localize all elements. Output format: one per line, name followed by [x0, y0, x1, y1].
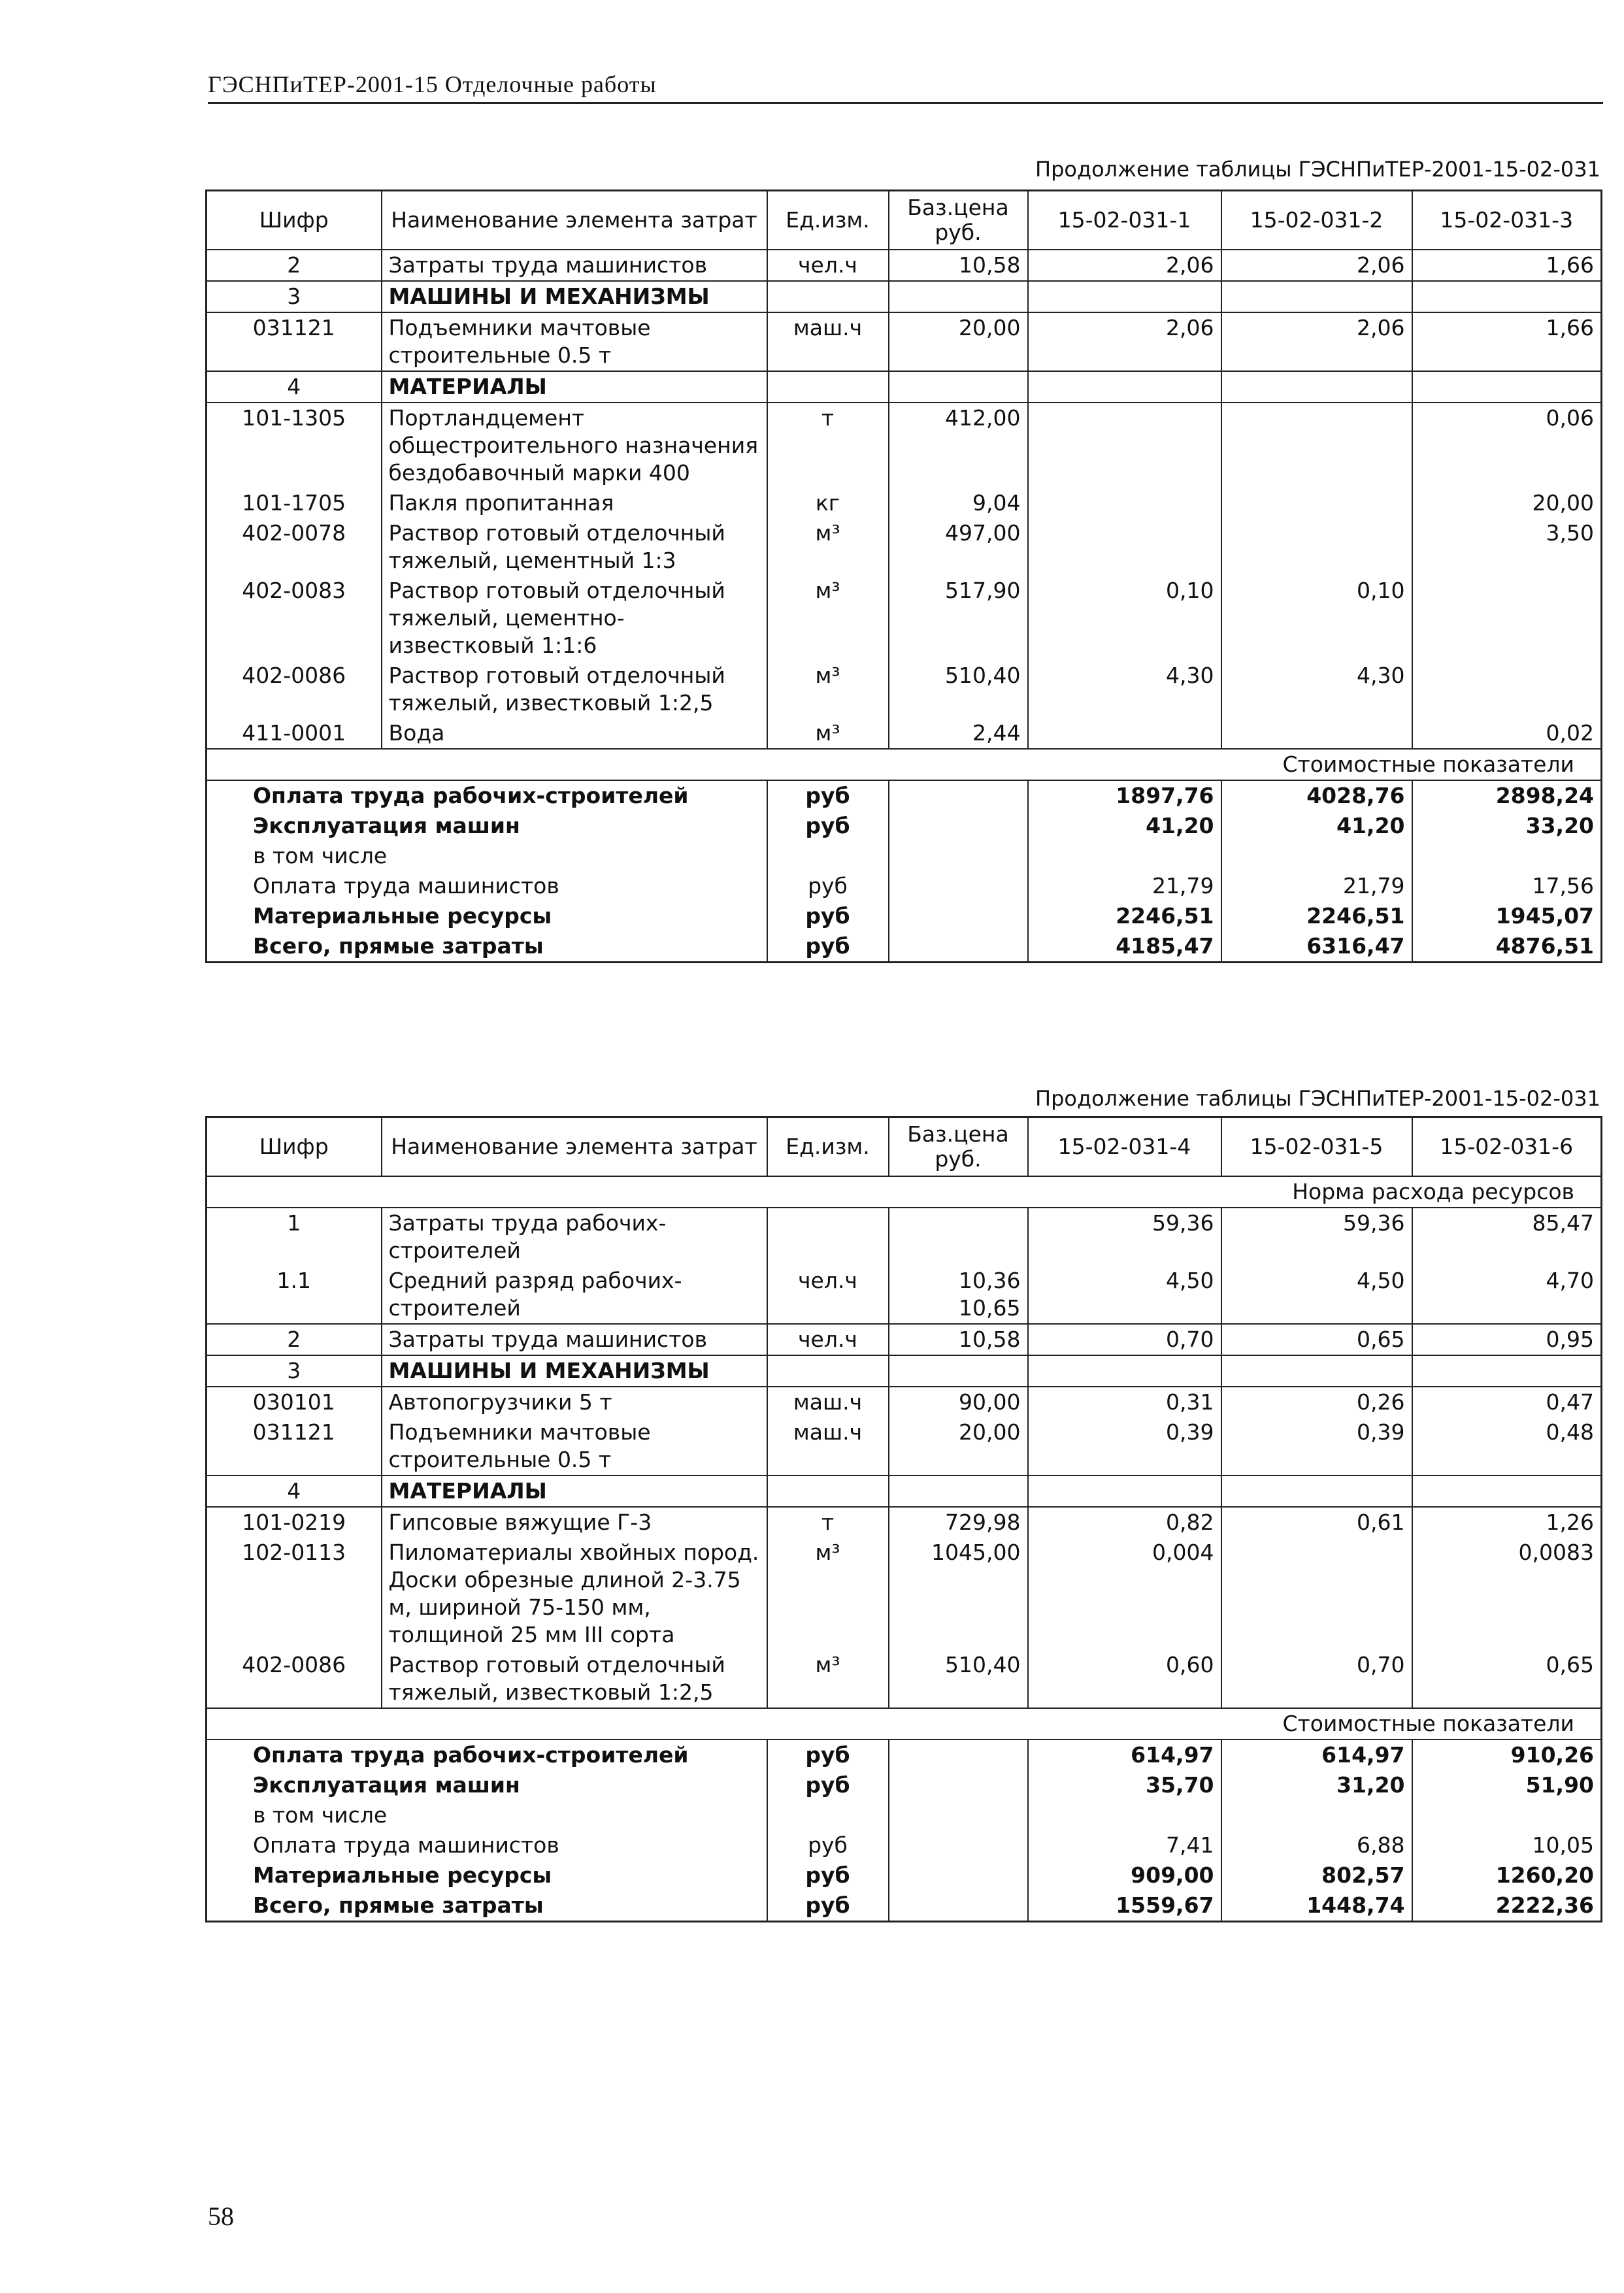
empty-cell	[889, 1800, 1028, 1830]
table-row	[207, 661, 1602, 718]
unit: чел.ч	[767, 1266, 889, 1324]
unit: м³	[767, 1650, 889, 1708]
norm-value: 2,06	[1221, 312, 1412, 371]
norm-value: 4,50	[1221, 1266, 1412, 1324]
resource-code: 1	[207, 1208, 382, 1266]
section-row	[207, 371, 1602, 403]
empty-cell	[889, 281, 1028, 312]
base-price	[889, 1208, 1028, 1266]
summary-unit: руб	[767, 1890, 889, 1922]
base-price: 412,00	[889, 403, 1028, 488]
empty-cell	[889, 871, 1028, 901]
unit: м³	[767, 518, 889, 576]
empty-cell	[1028, 371, 1221, 403]
header-col-6: 15-02-031-6	[1412, 1117, 1602, 1177]
empty-cell	[1221, 371, 1412, 403]
norm-value: 20,00	[1412, 488, 1602, 518]
summary-unit: руб	[767, 1860, 889, 1890]
resource-name: Затраты труда машинистов	[382, 250, 767, 281]
empty-cell	[767, 281, 889, 312]
table-row	[207, 1324, 1602, 1355]
empty-cell	[889, 901, 1028, 931]
summary-value: 4185,47	[1028, 931, 1221, 963]
summary-value: 31,20	[1221, 1770, 1412, 1800]
summary-label: Материальные ресурсы	[207, 901, 767, 931]
resource-name: Раствор готовый отделочный тяжелый, известковый 1:2,5	[382, 1650, 767, 1708]
summary-value: 41,20	[1028, 811, 1221, 841]
unit: чел.ч	[767, 250, 889, 281]
empty-cell	[1412, 1355, 1602, 1387]
norm-value: 4,30	[1028, 661, 1221, 718]
norm-value: 0,70	[1028, 1324, 1221, 1355]
norm-value: 0,48	[1412, 1417, 1602, 1476]
table-row	[207, 488, 1602, 518]
summary-label: Всего, прямые затраты	[207, 931, 767, 963]
table-row	[207, 1387, 1602, 1417]
summary-row	[207, 931, 1602, 963]
table-row	[207, 1266, 1602, 1324]
resource-name: Подъемники мачтовые строительные 0.5 т	[382, 1417, 767, 1476]
base-price: 497,00	[889, 518, 1028, 576]
empty-cell	[767, 371, 889, 403]
summary-value	[1221, 841, 1412, 871]
header-col-1: 15-02-031-1	[1028, 191, 1221, 250]
empty-cell	[1028, 1355, 1221, 1387]
norm-banner-row	[207, 1176, 1602, 1208]
empty-cell	[767, 1355, 889, 1387]
norm-value: 0,26	[1221, 1387, 1412, 1417]
summary-value: 2222,36	[1412, 1890, 1602, 1922]
base-price: 10,36 10,65	[889, 1266, 1028, 1324]
table-row	[207, 576, 1602, 661]
summary-label: в том числе	[207, 1800, 767, 1830]
running-title: ГЭСНПиТЕР-2001-15 Отделочные работы	[208, 71, 1603, 104]
summary-unit: руб	[767, 1740, 889, 1770]
section-row	[207, 281, 1602, 312]
norm-value: 2,06	[1221, 250, 1412, 281]
empty-cell	[1221, 1476, 1412, 1507]
summary-unit: руб	[767, 871, 889, 901]
header-col-2: 15-02-031-2	[1221, 191, 1412, 250]
norm-banner: Норма расхода ресурсов	[207, 1176, 1602, 1208]
summary-value: 2246,51	[1221, 901, 1412, 931]
summary-value	[1028, 1800, 1221, 1830]
summary-row	[207, 811, 1602, 841]
table1-body	[207, 250, 1602, 963]
norm-value: 0,61	[1221, 1507, 1412, 1538]
unit: м³	[767, 576, 889, 661]
table-row	[207, 1507, 1602, 1538]
base-price: 9,04	[889, 488, 1028, 518]
resource-code: 411-0001	[207, 718, 382, 749]
resource-name: Пиломатериалы хвойных пород. Доски обрезные длиной 2-3.75 м, шириной 75-150 мм, толщиной 25 мм III сорта	[382, 1538, 767, 1650]
summary-row	[207, 1740, 1602, 1770]
resource-code: 101-1305	[207, 403, 382, 488]
header-price: Баз.цена руб.	[889, 191, 1028, 250]
section-title: МАШИНЫ И МЕХАНИЗМЫ	[382, 1355, 767, 1387]
empty-cell	[889, 811, 1028, 841]
summary-value: 17,56	[1412, 871, 1602, 901]
empty-cell	[1028, 1476, 1221, 1507]
table2	[205, 1116, 1602, 1922]
summary-row	[207, 780, 1602, 811]
unit: маш.ч	[767, 1387, 889, 1417]
summary-row	[207, 841, 1602, 871]
unit: кг	[767, 488, 889, 518]
header-name: Наименование элемента затрат	[382, 191, 767, 250]
norm-value: 4,50	[1028, 1266, 1221, 1324]
summary-label: Оплата труда рабочих-строителей	[207, 780, 767, 811]
summary-value: 614,97	[1028, 1740, 1221, 1770]
empty-cell	[889, 1890, 1028, 1922]
norm-value: 0,39	[1221, 1417, 1412, 1476]
resource-name: Гипсовые вяжущие Г-3	[382, 1507, 767, 1538]
table-row	[207, 312, 1602, 371]
empty-cell	[889, 1355, 1028, 1387]
summary-row	[207, 901, 1602, 931]
norm-value: 4,30	[1221, 661, 1412, 718]
header-unit: Ед.изм.	[767, 1117, 889, 1177]
resource-name: Пакля пропитанная	[382, 488, 767, 518]
cost-banner-row	[207, 1708, 1602, 1740]
summary-value: 2898,24	[1412, 780, 1602, 811]
base-price: 20,00	[889, 1417, 1028, 1476]
norm-value: 0,10	[1028, 576, 1221, 661]
empty-cell	[1221, 1355, 1412, 1387]
norm-value: 4,70	[1412, 1266, 1602, 1324]
norm-value	[1412, 661, 1602, 718]
summary-value: 910,26	[1412, 1740, 1602, 1770]
norm-value: 1,26	[1412, 1507, 1602, 1538]
table1-header-row	[207, 191, 1602, 250]
summary-label: в том числе	[207, 841, 767, 871]
table1	[205, 190, 1602, 963]
header-code: Шифр	[207, 1117, 382, 1177]
summary-unit: руб	[767, 1830, 889, 1860]
summary-label: Оплата труда машинистов	[207, 1830, 767, 1860]
cost-banner: Стоимостные показатели	[207, 1708, 1602, 1740]
summary-value	[1221, 1800, 1412, 1830]
summary-value: 6,88	[1221, 1830, 1412, 1860]
norm-value	[1221, 403, 1412, 488]
empty-cell	[889, 931, 1028, 963]
summary-value	[1412, 841, 1602, 871]
summary-label: Материальные ресурсы	[207, 1860, 767, 1890]
empty-cell	[889, 1740, 1028, 1770]
resource-name: Подъемники мачтовые строительные 0.5 т	[382, 312, 767, 371]
summary-value: 1448,74	[1221, 1890, 1412, 1922]
summary-value: 4028,76	[1221, 780, 1412, 811]
header-name: Наименование элемента затрат	[382, 1117, 767, 1177]
base-price: 10,58	[889, 1324, 1028, 1355]
summary-value: 1897,76	[1028, 780, 1221, 811]
norm-value: 0,10	[1221, 576, 1412, 661]
summary-label: Оплата труда машинистов	[207, 871, 767, 901]
base-price: 1045,00	[889, 1538, 1028, 1650]
base-price: 10,58	[889, 250, 1028, 281]
summary-label: Эксплуатация машин	[207, 811, 767, 841]
resource-code: 2	[207, 250, 382, 281]
unit: т	[767, 1507, 889, 1538]
table-row	[207, 718, 1602, 749]
summary-value	[1412, 1800, 1602, 1830]
norm-value: 0,02	[1412, 718, 1602, 749]
resource-code: 031121	[207, 312, 382, 371]
summary-row	[207, 1830, 1602, 1860]
norm-value	[1028, 518, 1221, 576]
section-number: 4	[207, 1476, 382, 1507]
section-row	[207, 1476, 1602, 1507]
summary-row	[207, 1800, 1602, 1830]
base-price: 20,00	[889, 312, 1028, 371]
unit: т	[767, 403, 889, 488]
norm-value: 0,0083	[1412, 1538, 1602, 1650]
summary-row	[207, 1860, 1602, 1890]
norm-value: 59,36	[1028, 1208, 1221, 1266]
summary-value: 1559,67	[1028, 1890, 1221, 1922]
resource-code: 101-0219	[207, 1507, 382, 1538]
summary-unit: руб	[767, 811, 889, 841]
table2-caption: Продолжение таблицы ГЭСНПиТЕР-2001-15-02-031	[1035, 1086, 1600, 1111]
summary-value: 802,57	[1221, 1860, 1412, 1890]
summary-value: 51,90	[1412, 1770, 1602, 1800]
empty-cell	[889, 1770, 1028, 1800]
norm-value: 0,70	[1221, 1650, 1412, 1708]
resource-name: Средний разряд рабочих-строителей	[382, 1266, 767, 1324]
table1-caption: Продолжение таблицы ГЭСНПиТЕР-2001-15-02-031	[1035, 157, 1600, 182]
header-col-3: 15-02-031-3	[1412, 191, 1602, 250]
summary-value: 7,41	[1028, 1830, 1221, 1860]
summary-value: 4876,51	[1412, 931, 1602, 963]
norm-value: 0,31	[1028, 1387, 1221, 1417]
resource-code: 402-0086	[207, 661, 382, 718]
empty-cell	[1412, 1476, 1602, 1507]
empty-cell	[889, 841, 1028, 871]
section-title: МАТЕРИАЛЫ	[382, 1476, 767, 1507]
resource-code: 030101	[207, 1387, 382, 1417]
empty-cell	[889, 1860, 1028, 1890]
summary-unit: руб	[767, 1770, 889, 1800]
norm-value: 0,60	[1028, 1650, 1221, 1708]
unit: маш.ч	[767, 312, 889, 371]
table-row	[207, 518, 1602, 576]
empty-cell	[889, 1476, 1028, 1507]
resource-name: Портландцемент общестроительного назначения бездобавочный марки 400	[382, 403, 767, 488]
summary-label: Оплата труда рабочих-строителей	[207, 1740, 767, 1770]
section-number: 3	[207, 281, 382, 312]
norm-value	[1221, 518, 1412, 576]
table-row	[207, 1417, 1602, 1476]
norm-value: 0,82	[1028, 1507, 1221, 1538]
section-number: 3	[207, 1355, 382, 1387]
section-row	[207, 1355, 1602, 1387]
summary-value	[1028, 841, 1221, 871]
resource-name: Вода	[382, 718, 767, 749]
summary-value: 1945,07	[1412, 901, 1602, 931]
summary-row	[207, 871, 1602, 901]
table2-header-row	[207, 1117, 1602, 1177]
empty-cell	[1412, 371, 1602, 403]
table-row	[207, 250, 1602, 281]
empty-cell	[889, 1830, 1028, 1860]
summary-value: 2246,51	[1028, 901, 1221, 931]
norm-value: 0,39	[1028, 1417, 1221, 1476]
resource-code: 101-1705	[207, 488, 382, 518]
unit: м³	[767, 1538, 889, 1650]
norm-value	[1221, 718, 1412, 749]
cost-banner: Стоимостные показатели	[207, 749, 1602, 780]
empty-cell	[1221, 281, 1412, 312]
summary-value: 33,20	[1412, 811, 1602, 841]
section-title: МАТЕРИАЛЫ	[382, 371, 767, 403]
page-number: 58	[208, 2202, 234, 2231]
summary-value: 614,97	[1221, 1740, 1412, 1770]
unit	[767, 1208, 889, 1266]
summary-unit: руб	[767, 780, 889, 811]
table2-body	[207, 1176, 1602, 1922]
norm-value	[1221, 1538, 1412, 1650]
summary-value: 10,05	[1412, 1830, 1602, 1860]
resource-name: Раствор готовый отделочный тяжелый, известковый 1:2,5	[382, 661, 767, 718]
norm-value	[1028, 718, 1221, 749]
resource-code: 1.1	[207, 1266, 382, 1324]
summary-value: 1260,20	[1412, 1860, 1602, 1890]
section-title: МАШИНЫ И МЕХАНИЗМЫ	[382, 281, 767, 312]
summary-value: 6316,47	[1221, 931, 1412, 963]
empty-cell	[767, 1476, 889, 1507]
base-price: 510,40	[889, 1650, 1028, 1708]
norm-value: 0,95	[1412, 1324, 1602, 1355]
header-unit: Ед.изм.	[767, 191, 889, 250]
base-price: 729,98	[889, 1507, 1028, 1538]
norm-value: 2,06	[1028, 312, 1221, 371]
norm-value: 1,66	[1412, 312, 1602, 371]
norm-value	[1221, 488, 1412, 518]
norm-value	[1028, 488, 1221, 518]
table-row	[207, 1650, 1602, 1708]
norm-value: 0,06	[1412, 403, 1602, 488]
summary-label: Всего, прямые затраты	[207, 1890, 767, 1922]
base-price: 510,40	[889, 661, 1028, 718]
table-row	[207, 403, 1602, 488]
header-price: Баз.цена руб.	[889, 1117, 1028, 1177]
resource-name: Затраты труда рабочих-строителей	[382, 1208, 767, 1266]
base-price: 2,44	[889, 718, 1028, 749]
empty-cell	[889, 371, 1028, 403]
norm-value	[1412, 576, 1602, 661]
resource-code: 102-0113	[207, 1538, 382, 1650]
resource-name: Автопогрузчики 5 т	[382, 1387, 767, 1417]
norm-value: 85,47	[1412, 1208, 1602, 1266]
summary-label: Эксплуатация машин	[207, 1770, 767, 1800]
cost-banner-row	[207, 749, 1602, 780]
summary-value: 21,79	[1221, 871, 1412, 901]
section-number: 4	[207, 371, 382, 403]
resource-code: 2	[207, 1324, 382, 1355]
summary-row	[207, 1890, 1602, 1922]
table-row	[207, 1208, 1602, 1266]
norm-value: 2,06	[1028, 250, 1221, 281]
unit: маш.ч	[767, 1417, 889, 1476]
summary-row	[207, 1770, 1602, 1800]
unit: м³	[767, 661, 889, 718]
table-row	[207, 1538, 1602, 1650]
base-price: 517,90	[889, 576, 1028, 661]
resource-name: Раствор готовый отделочный тяжелый, цементно-известковый 1:1:6	[382, 576, 767, 661]
norm-value: 1,66	[1412, 250, 1602, 281]
resource-code: 031121	[207, 1417, 382, 1476]
summary-value: 909,00	[1028, 1860, 1221, 1890]
norm-value: 0,47	[1412, 1387, 1602, 1417]
unit: чел.ч	[767, 1324, 889, 1355]
resource-code: 402-0086	[207, 1650, 382, 1708]
empty-cell	[889, 780, 1028, 811]
unit: м³	[767, 718, 889, 749]
summary-value: 35,70	[1028, 1770, 1221, 1800]
norm-value: 0,004	[1028, 1538, 1221, 1650]
resource-name: Раствор готовый отделочный тяжелый, цементный 1:3	[382, 518, 767, 576]
header-col-5: 15-02-031-5	[1221, 1117, 1412, 1177]
empty-cell	[1028, 281, 1221, 312]
empty-cell	[1412, 281, 1602, 312]
base-price: 90,00	[889, 1387, 1028, 1417]
summary-value: 41,20	[1221, 811, 1412, 841]
header-col-4: 15-02-031-4	[1028, 1117, 1221, 1177]
norm-value: 59,36	[1221, 1208, 1412, 1266]
norm-value: 0,65	[1412, 1650, 1602, 1708]
header-code: Шифр	[207, 191, 382, 250]
summary-value: 21,79	[1028, 871, 1221, 901]
norm-value: 3,50	[1412, 518, 1602, 576]
resource-name: Затраты труда машинистов	[382, 1324, 767, 1355]
summary-unit	[767, 1800, 889, 1830]
summary-unit	[767, 841, 889, 871]
resource-code: 402-0078	[207, 518, 382, 576]
norm-value: 0,65	[1221, 1324, 1412, 1355]
resource-code: 402-0083	[207, 576, 382, 661]
summary-unit: руб	[767, 901, 889, 931]
summary-unit: руб	[767, 931, 889, 963]
norm-value	[1028, 403, 1221, 488]
